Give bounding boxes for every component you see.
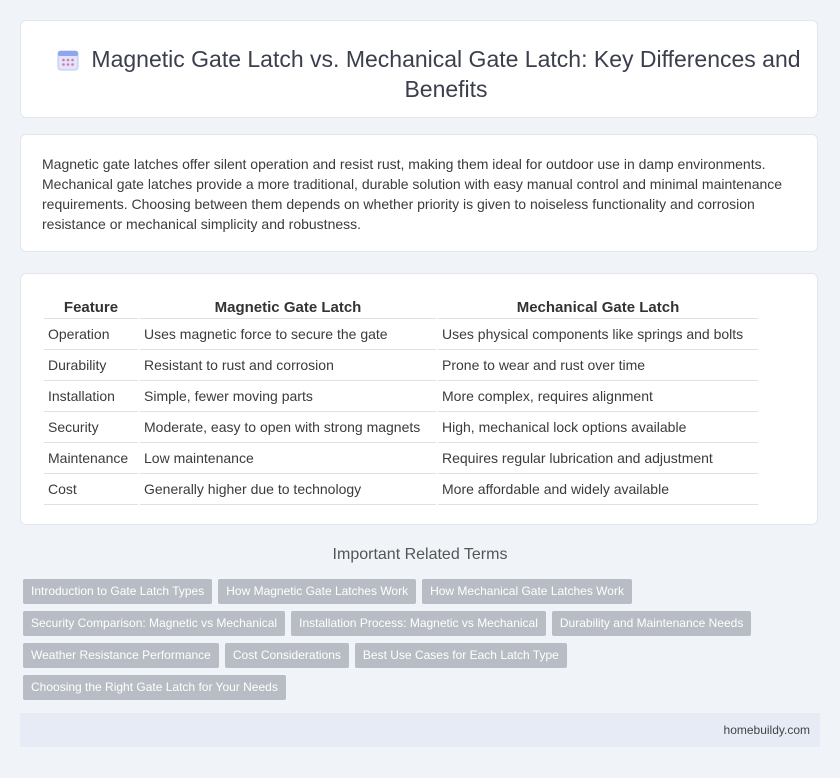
cell-mechanical: Prone to wear and rust over time	[438, 350, 758, 381]
comparison-table	[42, 296, 760, 505]
table-row	[44, 350, 758, 381]
related-terms-list	[23, 579, 793, 707]
related-term-tag[interactable]: How Magnetic Gate Latches Work	[218, 579, 416, 604]
cell-mechanical: More complex, requires alignment	[438, 381, 758, 412]
related-term-tag[interactable]: Security Comparison: Magnetic vs Mechanical	[23, 611, 285, 636]
related-term-tag[interactable]: Weather Resistance Performance	[23, 643, 219, 668]
cell-magnetic: Resistant to rust and corrosion	[140, 350, 436, 381]
table-row	[44, 412, 758, 443]
cell-magnetic: Generally higher due to technology	[140, 474, 436, 505]
related-term-tag[interactable]: Durability and Maintenance Needs	[552, 611, 751, 636]
cell-mechanical: Requires regular lubrication and adjustment	[438, 443, 758, 474]
related-term-tag[interactable]: Choosing the Right Gate Latch for Your Needs	[23, 675, 286, 700]
comparison-table-card	[20, 273, 818, 525]
cell-feature: Maintenance	[44, 443, 138, 474]
table-row	[44, 443, 758, 474]
title-card	[20, 20, 818, 118]
table-row	[44, 474, 758, 505]
related-term-tag[interactable]: Best Use Cases for Each Latch Type	[355, 643, 567, 668]
footer	[20, 713, 820, 747]
cell-magnetic: Low maintenance	[140, 443, 436, 474]
cell-mechanical: Uses physical components like springs and bolts	[438, 319, 758, 350]
related-terms-title: Important Related Terms	[332, 546, 508, 563]
cell-magnetic: Moderate, easy to open with strong magnets	[140, 412, 436, 443]
cell-magnetic: Simple, fewer moving parts	[140, 381, 436, 412]
header-magnetic: Magnetic Gate Latch	[140, 296, 436, 319]
related-term-tag[interactable]: How Mechanical Gate Latches Work	[422, 579, 632, 604]
cell-feature: Operation	[44, 319, 138, 350]
table-row	[44, 381, 758, 412]
related-term-tag[interactable]: Introduction to Gate Latch Types	[23, 579, 212, 604]
cell-magnetic: Uses magnetic force to secure the gate	[140, 319, 436, 350]
related-term-tag[interactable]: Cost Considerations	[225, 643, 349, 668]
header-mechanical: Mechanical Gate Latch	[438, 296, 758, 319]
cell-mechanical: More affordable and widely available	[438, 474, 758, 505]
page-title: Magnetic Gate Latch vs. Mechanical Gate Latch: Key Differences and Benefits	[91, 46, 801, 102]
intro-card	[20, 134, 818, 252]
related-term-tag[interactable]: Installation Process: Magnetic vs Mechanical	[291, 611, 546, 636]
header-feature: Feature	[44, 296, 138, 319]
intro-paragraph: Magnetic gate latches offer silent operation and resist rust, making them ideal for outdoor use in damp environments. Mechanical gate latches provide a more traditional, durable solution with easy manual control and minimal maintenance requirements. Choosing between them depends on whether priority is given to noiseless functionality and corrosion resistance or mechanical simplicity and robustness.	[42, 156, 783, 232]
footer-site-link[interactable]: homebuildy.com	[723, 723, 810, 737]
cell-feature: Durability	[44, 350, 138, 381]
table-row	[44, 319, 758, 350]
cell-feature: Installation	[44, 381, 138, 412]
cell-feature: Security	[44, 412, 138, 443]
table-header-row	[44, 296, 758, 319]
cell-feature: Cost	[44, 474, 138, 505]
cell-mechanical: High, mechanical lock options available	[438, 412, 758, 443]
calendar-icon	[55, 47, 81, 73]
